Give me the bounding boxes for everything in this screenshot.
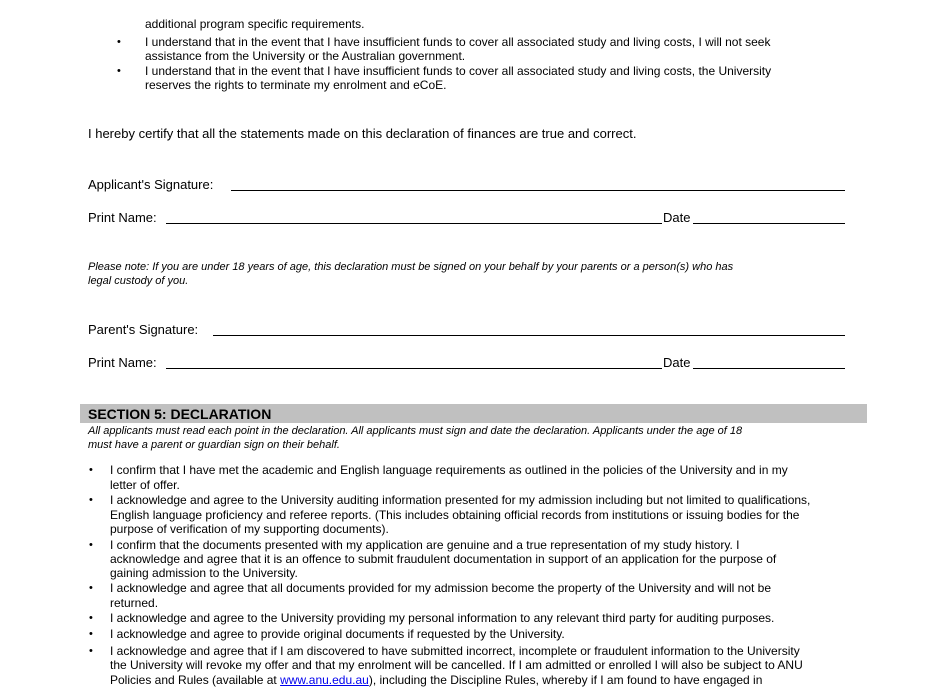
declaration-item-line: the University will revoke my offer and that my enrolment will be cancelled. If I am admitted or enrolled I will also be subject to ANU (110, 658, 803, 672)
declaration-item-line: I confirm that the documents presented with my application are genuine and a true representation of my study history. I (110, 538, 740, 552)
applicant-signature-field[interactable] (231, 190, 845, 191)
declaration-text: ), including the Discipline Rules, whereby if I am found to have engaged in (368, 673, 763, 687)
bullet-icon: • (89, 582, 93, 594)
applicant-print-name-field[interactable] (166, 223, 662, 224)
declaration-text: Policies and Rules (available at (110, 673, 281, 687)
declaration-item-line: I acknowledge and agree that if I am discovered to have submitted incorrect, incomplete or fraudulent information to the University (110, 644, 800, 658)
parent-signature-field[interactable] (213, 335, 845, 336)
declaration-item-line: I acknowledge and agree to the University providing my personal information to any relevant third party for auditing purposes. (110, 611, 775, 625)
list-item-line: I understand that in the event that I have insufficient funds to cover all associated study and living costs, I will not seek (145, 35, 771, 49)
parent-print-name-field[interactable] (166, 368, 662, 369)
age-note-line: Please note: If you are under 18 years of age, this declaration must be signed on your behalf by your parents or a person(s) who has (88, 261, 734, 273)
anu-website-link[interactable]: www.anu.edu.au (280, 673, 369, 687)
parent-print-name-label: Print Name: (88, 355, 157, 370)
age-note-line: legal custody of you. (88, 275, 189, 287)
applicant-print-name-label: Print Name: (88, 210, 157, 225)
declaration-item-line: acknowledge and agree that it is an offence to submit fraudulent documentation in support of an application for the purpose of (110, 552, 777, 566)
declaration-item-line: I confirm that I have met the academic and English language requirements as outlined in the policies of the University and in my (110, 463, 788, 477)
parent-date-field[interactable] (693, 368, 845, 369)
bullet-icon: • (117, 36, 121, 48)
list-item-tail: additional program specific requirements. (145, 17, 365, 31)
parent-date-label: Date (663, 355, 691, 370)
declaration-item-line: English language proficiency and referee reports. (This includes obtaining official records from institutions or issuing bodies for the (110, 508, 800, 522)
declaration-item-line: I acknowledge and agree that all documents provided for my admission become the property of the University and will not be (110, 581, 772, 595)
bullet-icon: • (89, 539, 93, 551)
list-item-line: assistance from the University or the Australian government. (145, 49, 466, 63)
declaration-item-line: I acknowledge and agree to the University auditing information presented for my admission including but not limited to qualifications, (110, 493, 811, 507)
declaration-item-line: letter of offer. (110, 478, 180, 492)
section-intro-line: must have a parent or guardian sign on their behalf. (88, 439, 340, 451)
declaration-item-line: gaining admission to the University. (110, 566, 298, 580)
applicant-signature-label: Applicant's Signature: (88, 177, 214, 192)
applicant-date-label: Date (663, 210, 691, 225)
bullet-icon: • (89, 612, 93, 624)
section-intro-line: All applicants must read each point in the declaration. All applicants must sign and date the declaration. Applicants under the age of 18 (88, 425, 743, 437)
section-title: SECTION 5: DECLARATION (88, 406, 272, 422)
list-item-line: I understand that in the event that I have insufficient funds to cover all associated study and living costs, the University (145, 64, 772, 78)
bullet-icon: • (89, 494, 93, 506)
bullet-icon: • (89, 628, 93, 640)
declaration-item-line (110, 674, 762, 687)
certify-statement: I hereby certify that all the statements made on this declaration of finances are true and correct. (88, 126, 637, 141)
declaration-item-line: purpose of verification of my supporting documents). (110, 522, 389, 536)
bullet-icon: • (117, 65, 121, 77)
bullet-icon: • (89, 645, 93, 657)
declaration-item-line: I acknowledge and agree to provide original documents if requested by the University. (110, 627, 565, 641)
parent-signature-label: Parent's Signature: (88, 322, 199, 337)
declaration-item-line: returned. (110, 596, 159, 610)
bullet-icon: • (89, 464, 93, 476)
applicant-date-field[interactable] (693, 223, 845, 224)
list-item-line: reserves the rights to terminate my enrolment and eCoE. (145, 78, 447, 92)
